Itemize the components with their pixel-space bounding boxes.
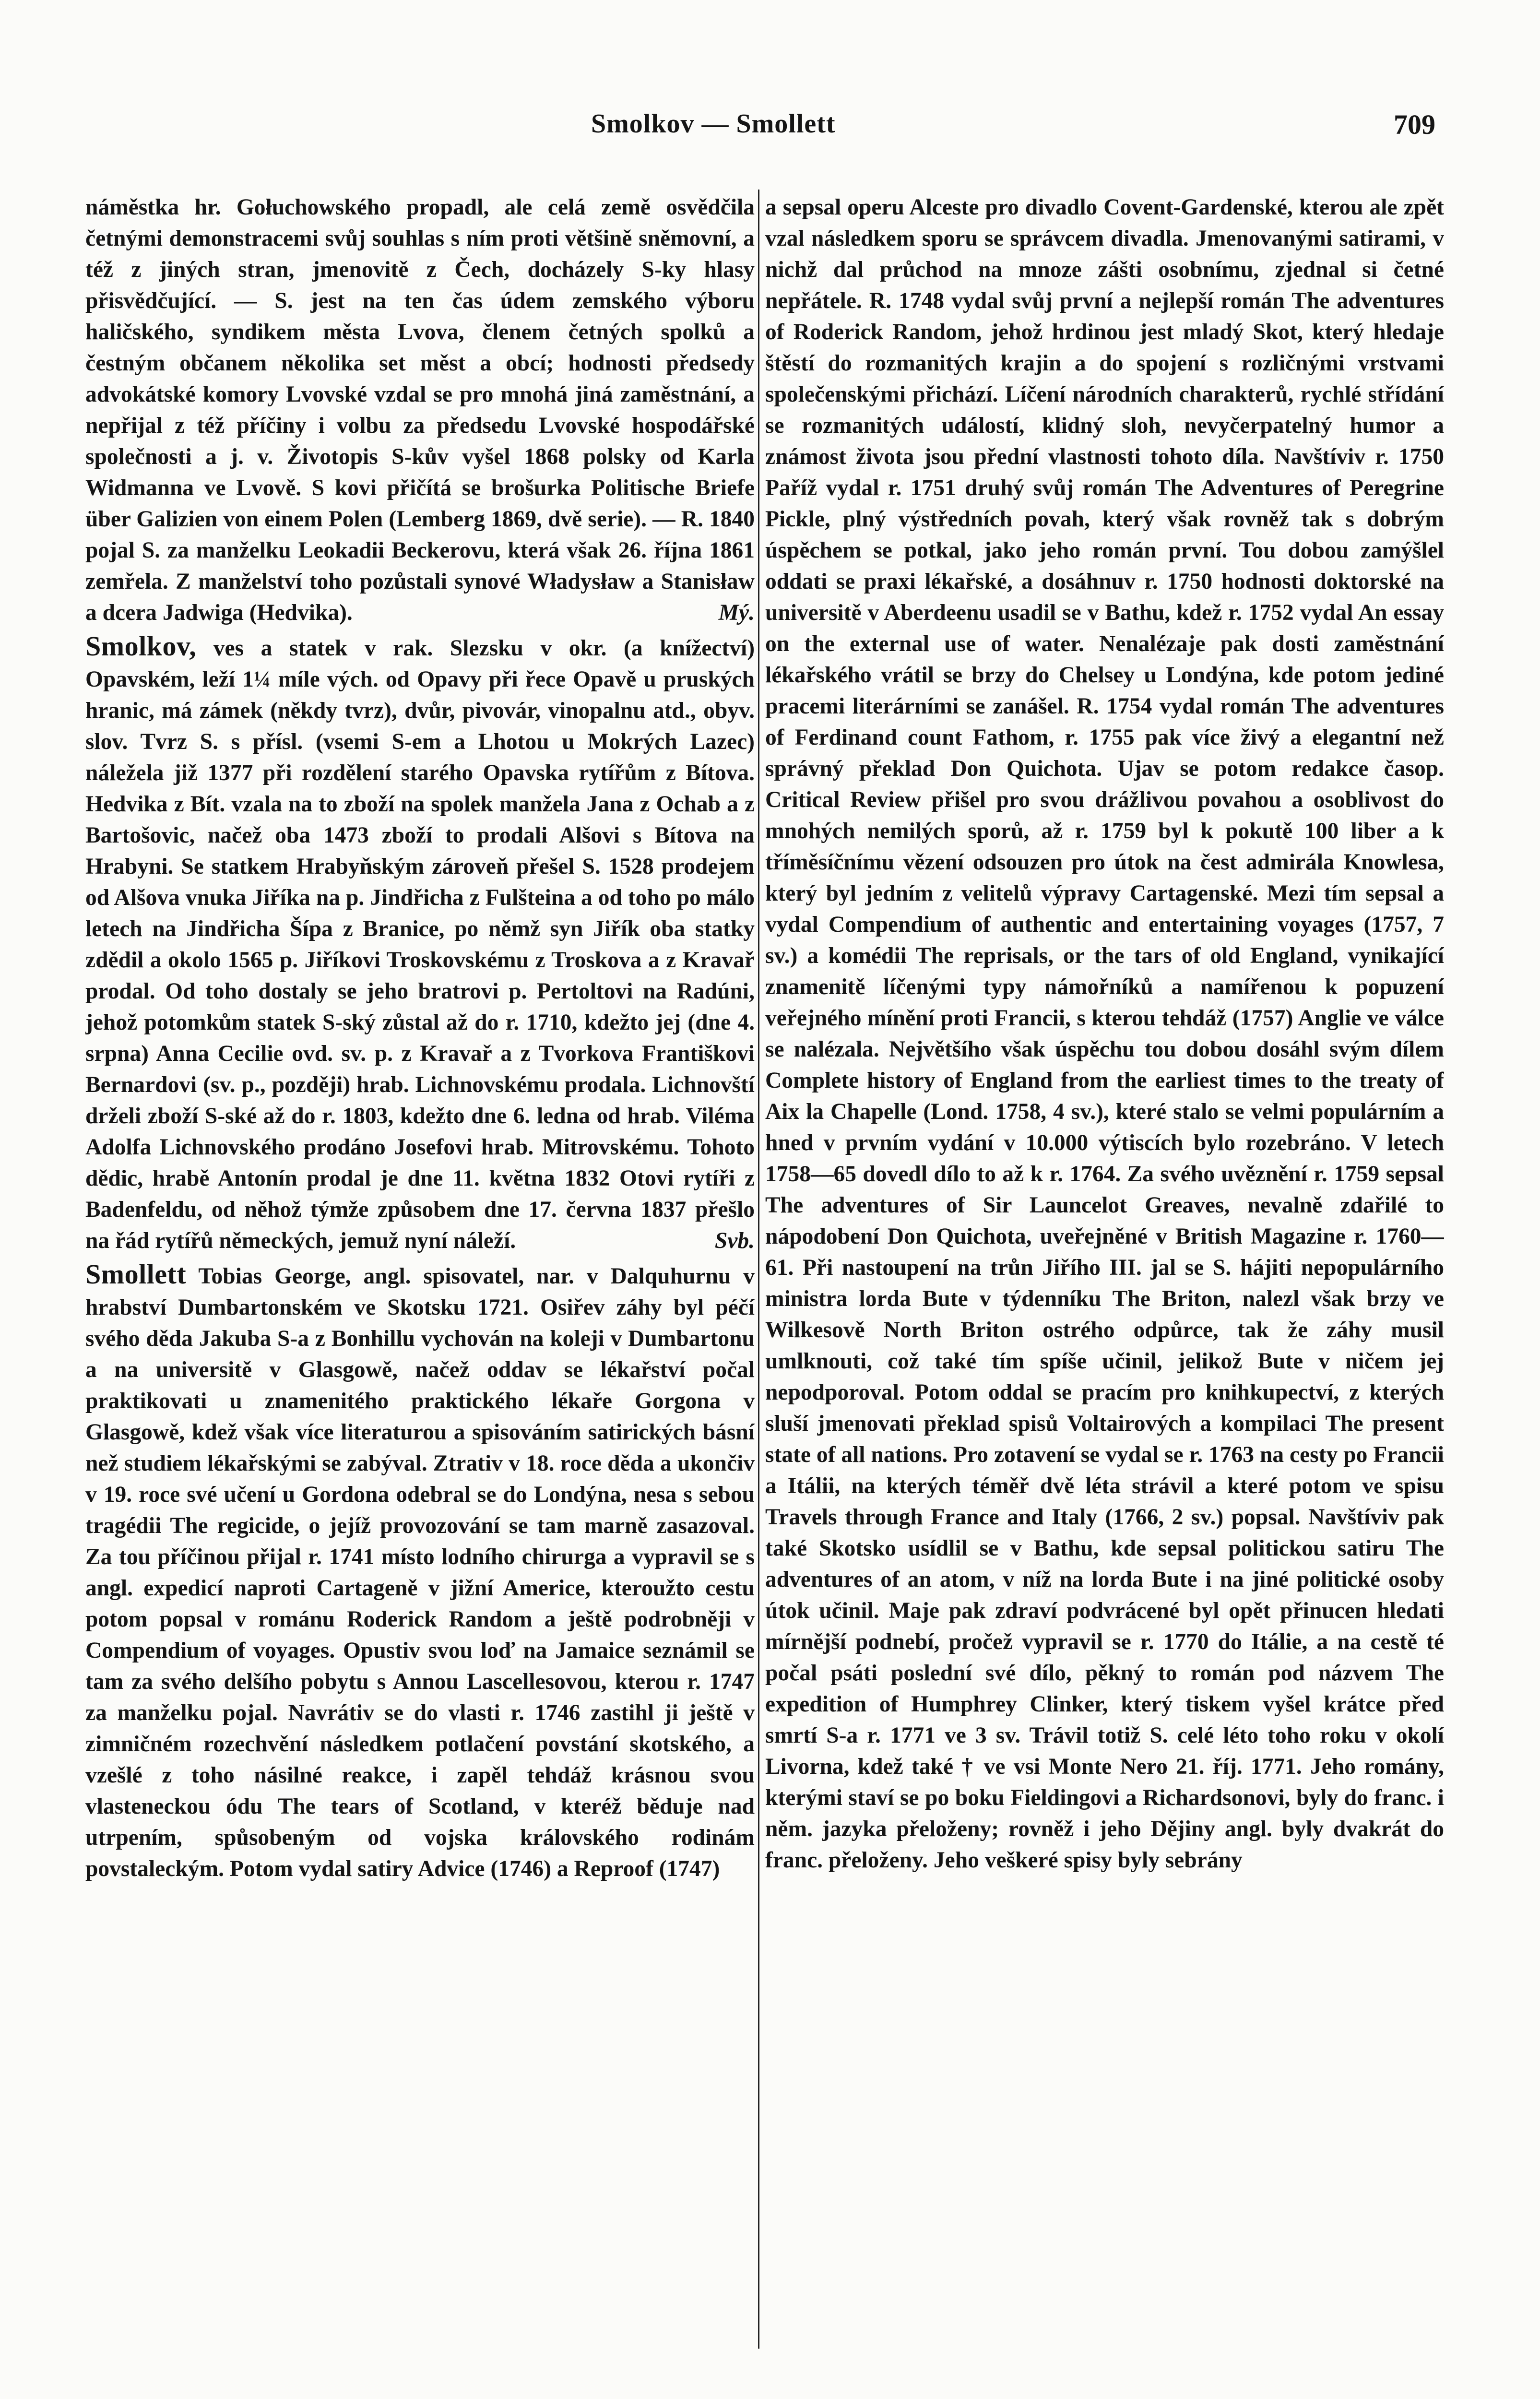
entry-headword: Smolkov, — [85, 630, 197, 662]
entry-smolkov — [85, 630, 755, 1257]
left-column — [85, 192, 755, 2399]
entry-continuation — [85, 192, 755, 629]
entry-headword: Smollett — [85, 1259, 187, 1290]
running-title: Smolkov — Smollett — [591, 109, 836, 139]
page-number: 709 — [1394, 109, 1435, 140]
paragraph-text: ves a statek v rak. Slezsku v okr. (a knížectví) Opavském, leží 1¼ míle vých. od Opavy při řece Opavě u pruských hranic, má zámek (někdy tvrz), dvůr, pivovár, vinopalnu atd., obyv. slov. Tvrz S. s přísl. (vsemi S-em a Lhotou u Mokrých Lazec) náležela již 1377 při rozdělení starého Opavska rytířům z Bítova. Hedvika z Bít. vzala na to zboží na spolek manžela Jana z Ochab a z Bartošovic, načež oba 1473 zboží to prodali Alšovi s Bítova na Hrabyni. Se statkem Hrabyňským zároveň přešel S. 1528 prodejem od Alšova vnuka Jiříka na p. Jindřicha z Fulšteina a od toho po málo letech na Jindřicha Šípa z Branice, po němž syn Jiřík oba statky zdědil a okolo 1565 p. Jiříkovi Troskovskému z Troskova a z Kravař prodal. Od toho dostaly se jeho bratrovi p. Pertoltovi na Radúni, jehož potomkům statek S-ský zůstal až do r. 1710, kdežto jej (dne 4. srpna) Anna Cecilie ovd. sv. p. z Kravař a z Tvorkova Františkovi Bernardovi (sv. p., později) hrab. Lichnovskému prodala. Lichnovští drželi zboží S-ské až do r. 1803, kdežto dne 6. ledna od hrab. Viléma Adolfa Lichnovského prodáno Josefovi hrab. Mitrovskému. Tohoto dědic, hrabě Antonín prodal je dne 11. května 1832 Otovi rytíři z Badenfeldu, od něhož týmže způsobem dne 17. června 1837 přešlo na řád rytířů německých, jemuž nyní náleží. — [85, 636, 755, 1253]
author-signature: Mý. — [718, 600, 755, 625]
paragraph-text: Tobias George, angl. spisovatel, nar. v Dalquhurnu v hrabství Dumbartonském ve Skotsku 1721. Osiřev záhy byl péčí svého děda Jakuba S-a z Bonhillu vychován na koleji v Dumbartonu a na universitě v Glasgowě, načež oddav se lékařství počal praktikovati u znamenitého praktického lékaře Gorgona v Glasgowě, kdež však více literaturou a spisováním satirických básní než studiem lékařskými se zabýval. Ztrativ v 18. roce děda a ukončiv v 19. roce své učení u Gordona odebral se do Londýna, nesa s sebou tragédii The regicide, o jejíž provozování se tam marně zasazoval. Za tou příčinou přijal r. 1741 místo lodního chirurga a vypravil se s angl. expedicí naproti Cartageně v jižní Americe, kteroužto cestu potom popsal v románu Roderick Random a ještě podrobněji v Compendium of voyages. Opustiv svou loď na Jamaice seznámil se tam za svého delšího pobytu s Annou Lascellesovou, kterou r. 1747 za manželku pojal. Navrátiv se do vlasti r. 1746 zastihl ji ještě v zimničném rozechvění následkem potlačení povstání skotského, a vzešlé z toho násilné reakce, i zapěl tehdáž krásnou svou vlasteneckou ódu The tears of Scotland, v kteréž běduje nad utrpením, spůsobeným od vojska královského rodinám povstaleckým. Potom vydal satiry Advice (1746) a Reproof (1747) — [85, 1264, 755, 1881]
paragraph-text: a sepsal operu Alceste pro divadlo Covent-Gardenské, kterou ale zpět vzal následkem sporu se správcem divadla. Jmenovanými satirami, v nichž dal průchod na mnoze zášti osobnímu, zjednal si četné nepřátele. R. 1748 vydal svůj první a nejlepší román The adventures of Roderick Random, jehož hrdinou jest mladý Skot, který hledaje štěstí do rozmanitých krajin a do spojení s rozličnými vrstvami společenskými přichází. Líčení národních charakterů, rychlé střídání se rozmanitých událostí, klidný sloh, nevyčerpatelný humor a známost života jsou přední vlastnosti tohoto díla. Navštíviv r. 1750 Paříž vydal r. 1751 druhý svůj román The Adventures of Peregrine Pickle, plný výstředních povah, který však rovněž tak s dobrým úspěchem se potkal, jako jeho román první. Tou dobou zamýšlel oddati se praxi lékařské, a dosáhnuv r. 1750 hodnosti doktorské na universitě v Aberdeenu usadil se v Bathu, kdež r. 1752 vydal An essay on the external use of water. Nenalézaje pak dosti zaměstnání lékařského vrátil se brzy do Chelsey u Londýna, kde potom jediné pracemi literárními se zanášel. R. 1754 vydal román The adventures of Ferdinand count Fathom, r. 1755 pak více živý a elegantní než správný překlad Don Quichota. Ujav se potom redakce časop. Critical Review přišel pro svou drážlivou povahou a osoblivost do mnohých nemilých sporů, až r. 1759 byl k pokutě 100 liber a k tříměsíčnímu vězení odsouzen pro útok na čest admirála Knowlesa, který byl jedním z velitelů výpravy Cartagenské. Mezi tím sepsal a vydal Compendium of authentic and entertaining voyages (1757, 7 sv.) a komédii The reprisals, or the tars of old England, vynikající znamenitě líčenými typy námořníků a namířenou k popuzení veřejného mínění proti Francii, s kterou tehdáž (1757) Anglie ve válce se nalézala. Největšího však úspěchu tou dobou dosáhl svým dílem Complete history of England from the earliest times to the treaty of Aix la Chapelle (Lond. 1758, 4 sv.), které stalo se velmi populárním a hned v prvním vydání v 10.000 výtiscích bylo rozebráno. V letech 1758—65 dovedl dílo to až k r. 1764. Za svého uvěznění r. 1759 sepsal The adventures of Sir Launcelot Greaves, nevalně zdařilé to nápodobení Don Quichota, uveřejněné v British Magazine r. 1760—61. Při nastoupení na trůn Jiřího III. jal se S. hájiti nepopulárního ministra lorda Bute v týdenníku The Briton, nalezl však brzy ve Wilkesově North Briton ostrého odpůrce, tak že záhy musil umlknouti, což také tím spíše učinil, jelikož Bute v ničem jej nepodporoval. Potom oddal se pracím pro knihkupectví, z kterých sluší jmenovati překlad spisů Voltairových a kompilaci The present state of all nations. Pro zotavení se vydal se r. 1763 na cesty po Francii a Itálii, na kterých téměř dvě léta strávil a které potom ve spisu Travels through France and Italy (1766, 2 sv.) popsal. Navštíviv pak také Skotsko usídlil se v Bathu, kde sepsal politickou satiru The adventures of an atom, v níž na lorda Bute i na jiné politické osoby útok učinil. Maje pak zdraví podvrácené byl opět přinucen hledati mírnější podnebí, pročež vypravil se r. 1770 do Itálie, a na cestě té počal psáti poslední své dílo, pěkný to román pod názvem The expedition of Humphrey Clinker, který tiskem vyšel krátce před smrtí S-a r. 1771 ve 3 sv. Trávil totiž S. celé léto toho roku v okolí Livorna, kdež také † ve vsi Monte Nero 21. říj. 1771. Jeho romány, kterými staví se po boku Fieldingovi a Richardsonovi, byly do franc. i něm. jazyka přeloženy; rovněž i jeho Dějiny angl. byly dvakrát do franc. přeloženy. Jeho veškeré spisy byly sebrány — [765, 195, 1444, 1873]
column-divider — [758, 190, 759, 2349]
entry-smollett-continued — [765, 192, 1444, 1876]
paragraph-text: náměstka hr. Gołuchowského propadl, ale celá země osvědčila četnými demonstracemi svůj souhlas s ním proti většině sněmovní, a též z jiných stran, jmenovitě z Čech, docházely S-ky hlasy přisvědčující. — S. jest na ten čas údem zemského výboru haličského, syndikem města Lvova, členem četných spolků a čestným občanem několika set měst a obcí; hodnosti předsedy advokátské komory Lvovské vzdal se pro mnohá jiná zaměstnání, a nepřijal z též příčiny i volbu za předsedu Lvovské hospodářské společnosti a j. v. Životopis S-kův vyšel 1868 polsky od Karla Widmanna ve Lvově. S kovi přičítá se brošurka Politische Briefe über Galizien von einem Polen (Lemberg 1869, dvě serie). — R. 1840 pojal S. za manželku Leokadii Beckerovu, která však 26. října 1861 zemřela. Z manželství toho pozůstali synové Władysław a Stanisław a dcera Jadwiga (Hedvika). — [85, 195, 755, 625]
entry-smollett — [85, 1259, 755, 1885]
author-signature: Svb. — [714, 1228, 755, 1253]
right-column — [765, 192, 1444, 2399]
